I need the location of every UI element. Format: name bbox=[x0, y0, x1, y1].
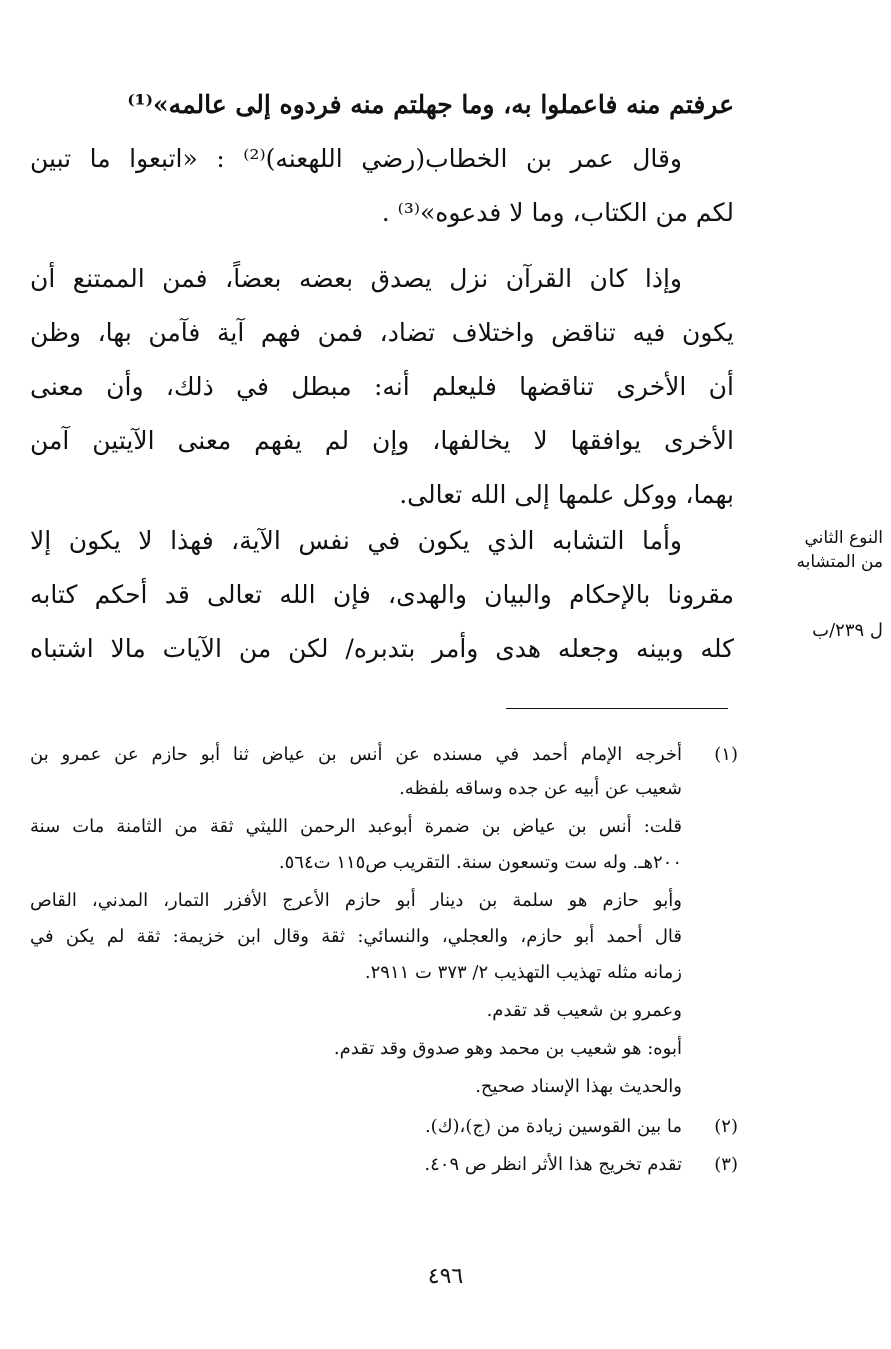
footnote-line: شعيب عن أبيه عن جده وساقه بلفظه. bbox=[399, 778, 682, 799]
text-line: أن الأخرى تناقضها فليعلم أنه: مبطل في ذلك، وأن معنى bbox=[30, 372, 734, 401]
text-line: بهما، ووكل علمها إلى الله تعالى. bbox=[399, 480, 734, 509]
footnote-line: زمانه مثله تهذيب التهذيب ٢/ ٣٧٣ ت ٢٩١١. bbox=[364, 962, 682, 983]
text-line: الأخرى يوافقها لا يخالفها، وإن لم يفهم معنى الآيتين آمن bbox=[30, 426, 734, 455]
footnote-number: (١) bbox=[714, 744, 738, 765]
footnote-line: أخرجه الإمام أحمد في مسنده عن أنس بن عياض ثنا أبو حازم عن عمرو بن bbox=[30, 744, 682, 765]
footnote-line: والحديث بهذا الإسناد صحيح. bbox=[475, 1076, 682, 1097]
text-line: كله وبينه وجعله هدى وأمر بتدبره/ لكن من الآيات مالا اشتباه bbox=[30, 634, 734, 663]
footnote-line: وعمرو بن شعيب قد تقدم. bbox=[486, 1000, 682, 1021]
footnote-line: أبوه: هو شعيب بن محمد وهو صدوق وقد تقدم. bbox=[333, 1038, 682, 1059]
footnote-number: (٣) bbox=[714, 1154, 738, 1175]
text-line: وأما التشابه الذي يكون في نفس الآية، فهذا لا يكون إلا bbox=[30, 526, 682, 555]
footnote-line: قلت: أنس بن عياض بن ضمرة أبوعبد الرحمن الليثي ثقة من الثامنة مات سنة bbox=[30, 816, 682, 837]
manuscript-folio-ref: ل ٢٣٩/ب bbox=[812, 620, 883, 641]
text-line: عرفتم منه فاعملوا به، وما جهلتم منه فردوه إلى عالمه»⁽¹⁾ bbox=[127, 90, 734, 119]
footnote-line: تقدم تخريج هذا الأثر انظر ص ٤٠٩. bbox=[424, 1154, 682, 1175]
footnote-line: ما بين القوسين زيادة من (ج)،(ك). bbox=[424, 1116, 682, 1137]
footnote-separator bbox=[506, 708, 728, 709]
text-line: لكم من الكتاب، وما لا فدعوه»⁽³⁾ . bbox=[381, 198, 734, 227]
page-number: ٤٩٦ bbox=[427, 1264, 464, 1289]
footnote-line: قال أحمد أبو حازم، والعجلي، والنسائي: ثقة وقال ابن خزيمة: ثقة لم يكن في bbox=[30, 926, 682, 947]
text-line: وإذا كان القرآن نزل يصدق بعضه بعضاً، فمن الممتنع أن bbox=[30, 264, 682, 293]
text-line: وقال عمر بن الخطاب(رضي اللهعنه)⁽²⁾ : «اتبعوا ما تبين bbox=[30, 144, 682, 173]
text-line: يكون فيه تناقض واختلاف تضاد، فمن فهم آية فآمن بها، وظن bbox=[30, 318, 734, 347]
margin-note-line: النوع الثاني bbox=[804, 528, 883, 548]
text-line: مقرونا بالإحكام والبيان والهدى، فإن الله تعالى قد أحكم كتابه bbox=[30, 580, 734, 609]
footnote-line: ٢٠٠هـ. وله ست وتسعون سنة. التقريب ص١١٥ ت٥٦٤. bbox=[278, 852, 682, 873]
footnote-number: (٢) bbox=[714, 1116, 738, 1137]
margin-note bbox=[783, 526, 883, 574]
footnote-line: وأبو حازم هو سلمة بن دينار أبو حازم الأعرج الأفزر التمار، المدني، القاص bbox=[30, 890, 682, 911]
margin-note-line: من المتشابه bbox=[796, 552, 883, 572]
footnotes bbox=[30, 738, 738, 1188]
